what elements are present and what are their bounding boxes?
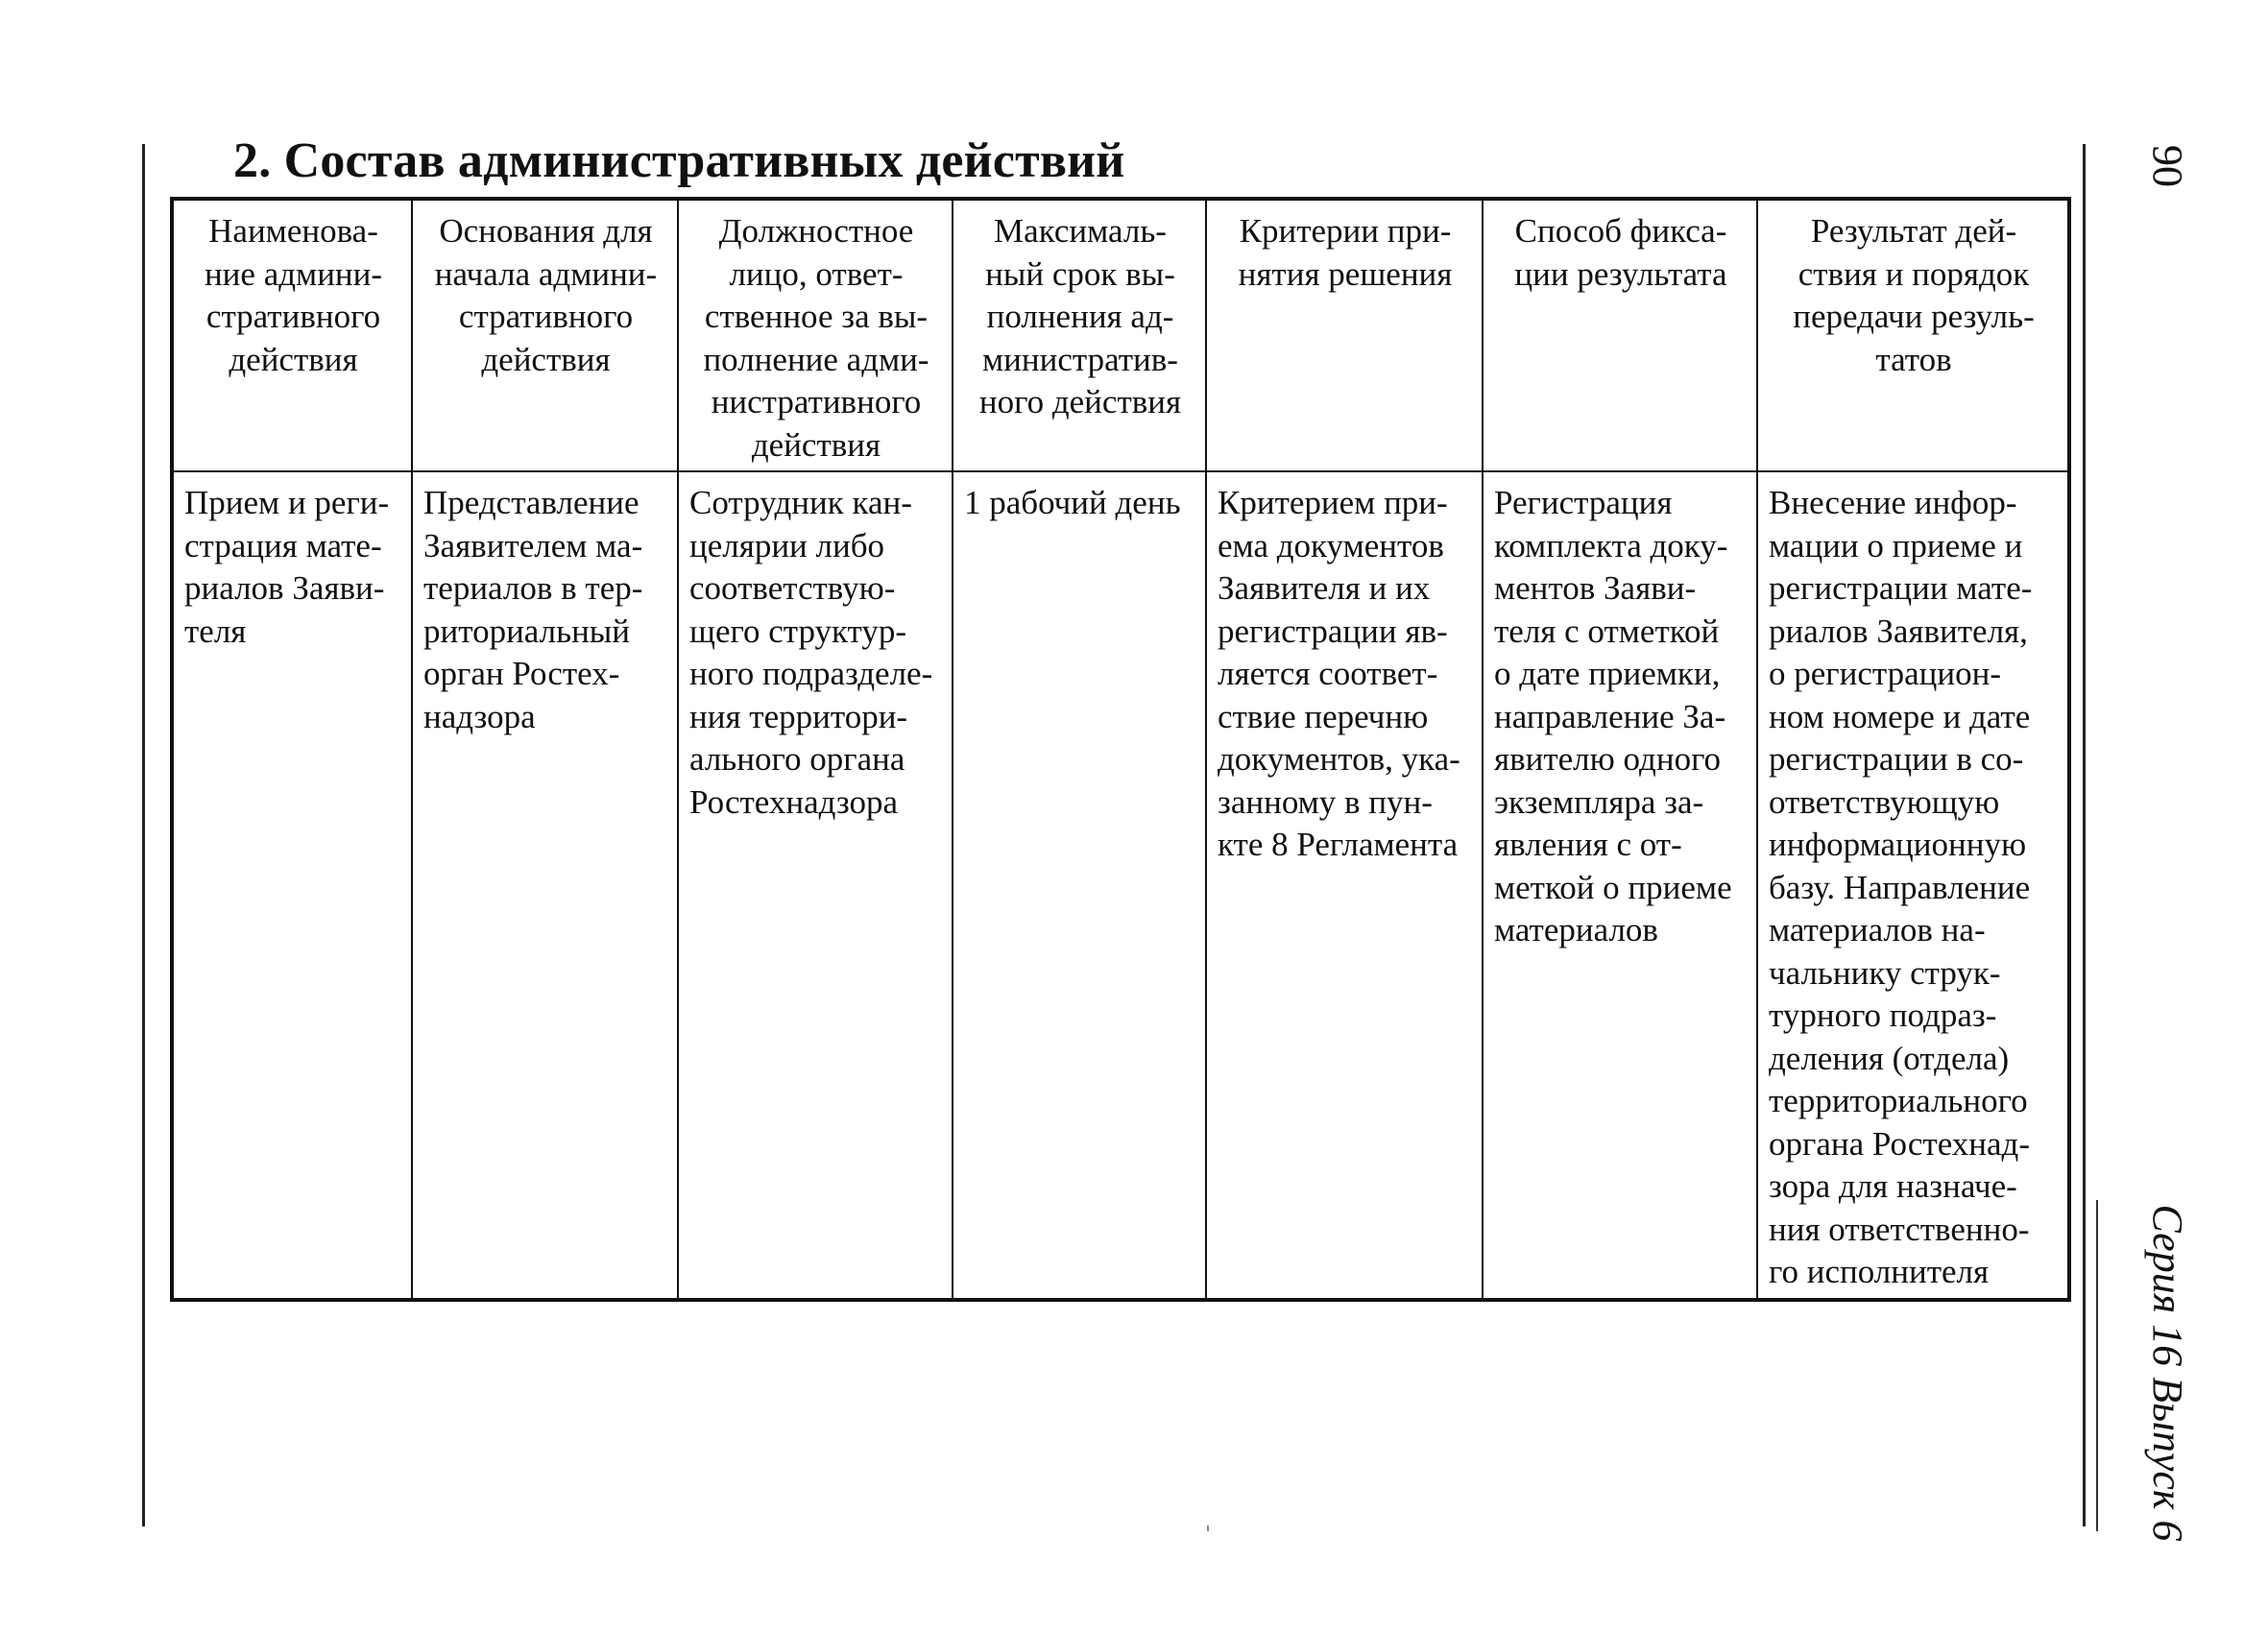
table-cell-action-name: Прием и реги- страция мате- риалов Заяви- теля bbox=[172, 471, 412, 1300]
section-title: 2. Состав административных действий bbox=[233, 133, 1125, 188]
table-cell-responsible-official: Сотрудник кан- целярии либо соответствую- щего структур- ного подразделе- ния территори- ального органа Ростехнадзора bbox=[678, 471, 953, 1300]
header-cell-recording-method: Способ фикса- ции результата bbox=[1483, 199, 1757, 471]
table-cell-decision-criteria: Критерием при- ема документов Заявителя и их регистрации яв- ляется соответ- ствие перечню документов, ука- занному в пун- кте 8 Регламента bbox=[1206, 471, 1483, 1300]
table-cell-result: Внесение инфор- мации о приеме и регистрации мате- риалов Заявителя, о регистрацион- ном номере и дате регистрации в со- ответствующую информационную базу. Направление материалов на- чальнику струк- турного подраз- деления (отдела) территориального органа Ростехнад- зора для назначе- ния ответственно- го исполнителя bbox=[1757, 471, 2069, 1300]
series-label: Серия 16 Выпуск 6 bbox=[2144, 1204, 2192, 1542]
page-left-rule bbox=[142, 144, 145, 1526]
header-cell-decision-criteria: Критерии при- нятия решения bbox=[1206, 199, 1483, 471]
page-number: 90 bbox=[2144, 145, 2192, 187]
header-cell-grounds: Основания для начала админи- стративного действия bbox=[412, 199, 678, 471]
series-underline bbox=[2096, 1200, 2098, 1531]
table-cell-max-term: 1 рабочий день bbox=[953, 471, 1206, 1300]
table-cell-grounds: Представление Заявителем ма- териалов в тер- риториальный орган Ростех- надзора bbox=[412, 471, 678, 1300]
scan-dot bbox=[1207, 1525, 1209, 1531]
table-cell-recording-method: Регистрация комплекта доку- ментов Заяви- теля с отметкой о дате приемки, направление За- явителю одного экземпляра за- явления с от- меткой о приеме материалов bbox=[1483, 471, 1757, 1300]
administrative-actions-table bbox=[170, 197, 2071, 1302]
header-cell-responsible-official: Должностное лицо, ответ- ственное за вы- полнение адми- нистративного действия bbox=[678, 199, 953, 471]
header-cell-max-term: Максималь- ный срок вы- полнения ад- министратив- ного действия bbox=[953, 199, 1206, 471]
table-row bbox=[172, 471, 2069, 1300]
table-header-row bbox=[172, 199, 2069, 471]
header-cell-result: Результат дей- ствия и порядок передачи резуль- татов bbox=[1757, 199, 2069, 471]
page-right-rule bbox=[2083, 144, 2086, 1526]
header-cell-action-name: Наименова- ние админи- стративного действия bbox=[172, 199, 412, 471]
